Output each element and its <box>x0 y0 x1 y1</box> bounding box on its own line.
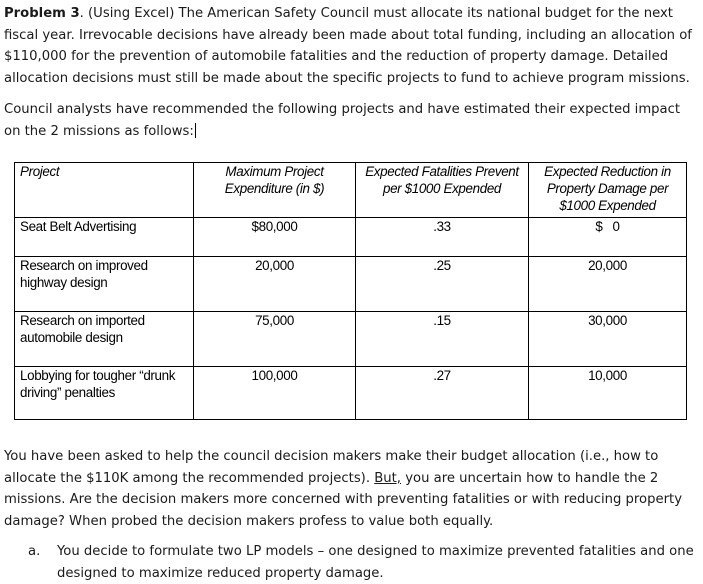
list-marker-a: a. <box>28 544 41 559</box>
problem-intro: . (Using Excel) The American Safety Council must allocate its national budget for the next fiscal year. Irrevocable decisions have already been made about total funding, including an allocation of $110,000 for the prevention of automobile fatalities and the reduction of property damage. Detailed allocation decisions must still be made about the specific projects to fund to achieve program missions. <box>4 6 692 86</box>
problem-title: Problem 3 <box>4 6 80 21</box>
header-project: Project <box>15 163 194 218</box>
cell-project: Research on imported automobile design <box>15 312 194 367</box>
text-cursor <box>195 123 196 138</box>
help-text-part1: You have been asked to help the council decision makers make their budget allocation (i.e., how to allocate the $110K among the recommended projects). <box>4 449 659 486</box>
cell-reduction <box>529 218 687 257</box>
cell-reduction: 30,000 <box>529 312 687 367</box>
cell-max: $80,000 <box>194 218 356 257</box>
cell-reduction: 20,000 <box>529 257 687 312</box>
table-row <box>15 257 687 312</box>
table-row <box>15 367 687 420</box>
table-row <box>15 312 687 367</box>
header-max-expenditure: Maximum Project Expenditure (in $) <box>194 163 356 218</box>
cell-reduction: 10,000 <box>529 367 687 420</box>
cell-max: 100,000 <box>194 367 356 420</box>
cell-fatalities: .27 <box>356 367 529 420</box>
cell-fatalities: .33 <box>356 218 529 257</box>
help-text-part2: you are uncertain how to handle the 2 missions. Are the decision makers more concerned with preventing fatalities or with reducing property damage? When probed the decision makers profess to value both equally. <box>4 470 682 529</box>
header-reduction: Expected Reduction in Property Damage per $1000 Expended <box>529 163 687 218</box>
projects-table <box>14 162 687 420</box>
cell-reduction-value: $ 0 <box>595 219 620 234</box>
list-item-a: You decide to formulate two LP models – one designed to maximize prevented fatalities and one designed to maximize reduced property damage. <box>57 544 694 581</box>
cell-max: 20,000 <box>194 257 356 312</box>
table-header-row <box>15 163 687 218</box>
cell-fatalities: .25 <box>356 257 529 312</box>
cell-fatalities: .15 <box>356 312 529 367</box>
cell-max: 75,000 <box>194 312 356 367</box>
analysts-text: Council analysts have recommended the following projects and have estimated their expected impact on the 2 missions as follows: <box>4 102 681 139</box>
cell-project: Seat Belt Advertising <box>15 218 194 257</box>
problem-statement <box>4 3 700 89</box>
help-paragraph <box>4 446 700 532</box>
analysts-paragraph <box>4 99 700 142</box>
table-row <box>15 218 687 257</box>
help-but: But, <box>374 470 401 486</box>
header-fatalities: Expected Fatalities Prevent per $1000 Expended <box>356 163 529 218</box>
cell-project: Research on improved highway design <box>15 257 194 312</box>
cell-project: Lobbying for tougher “drunk driving” penalties <box>15 367 194 420</box>
